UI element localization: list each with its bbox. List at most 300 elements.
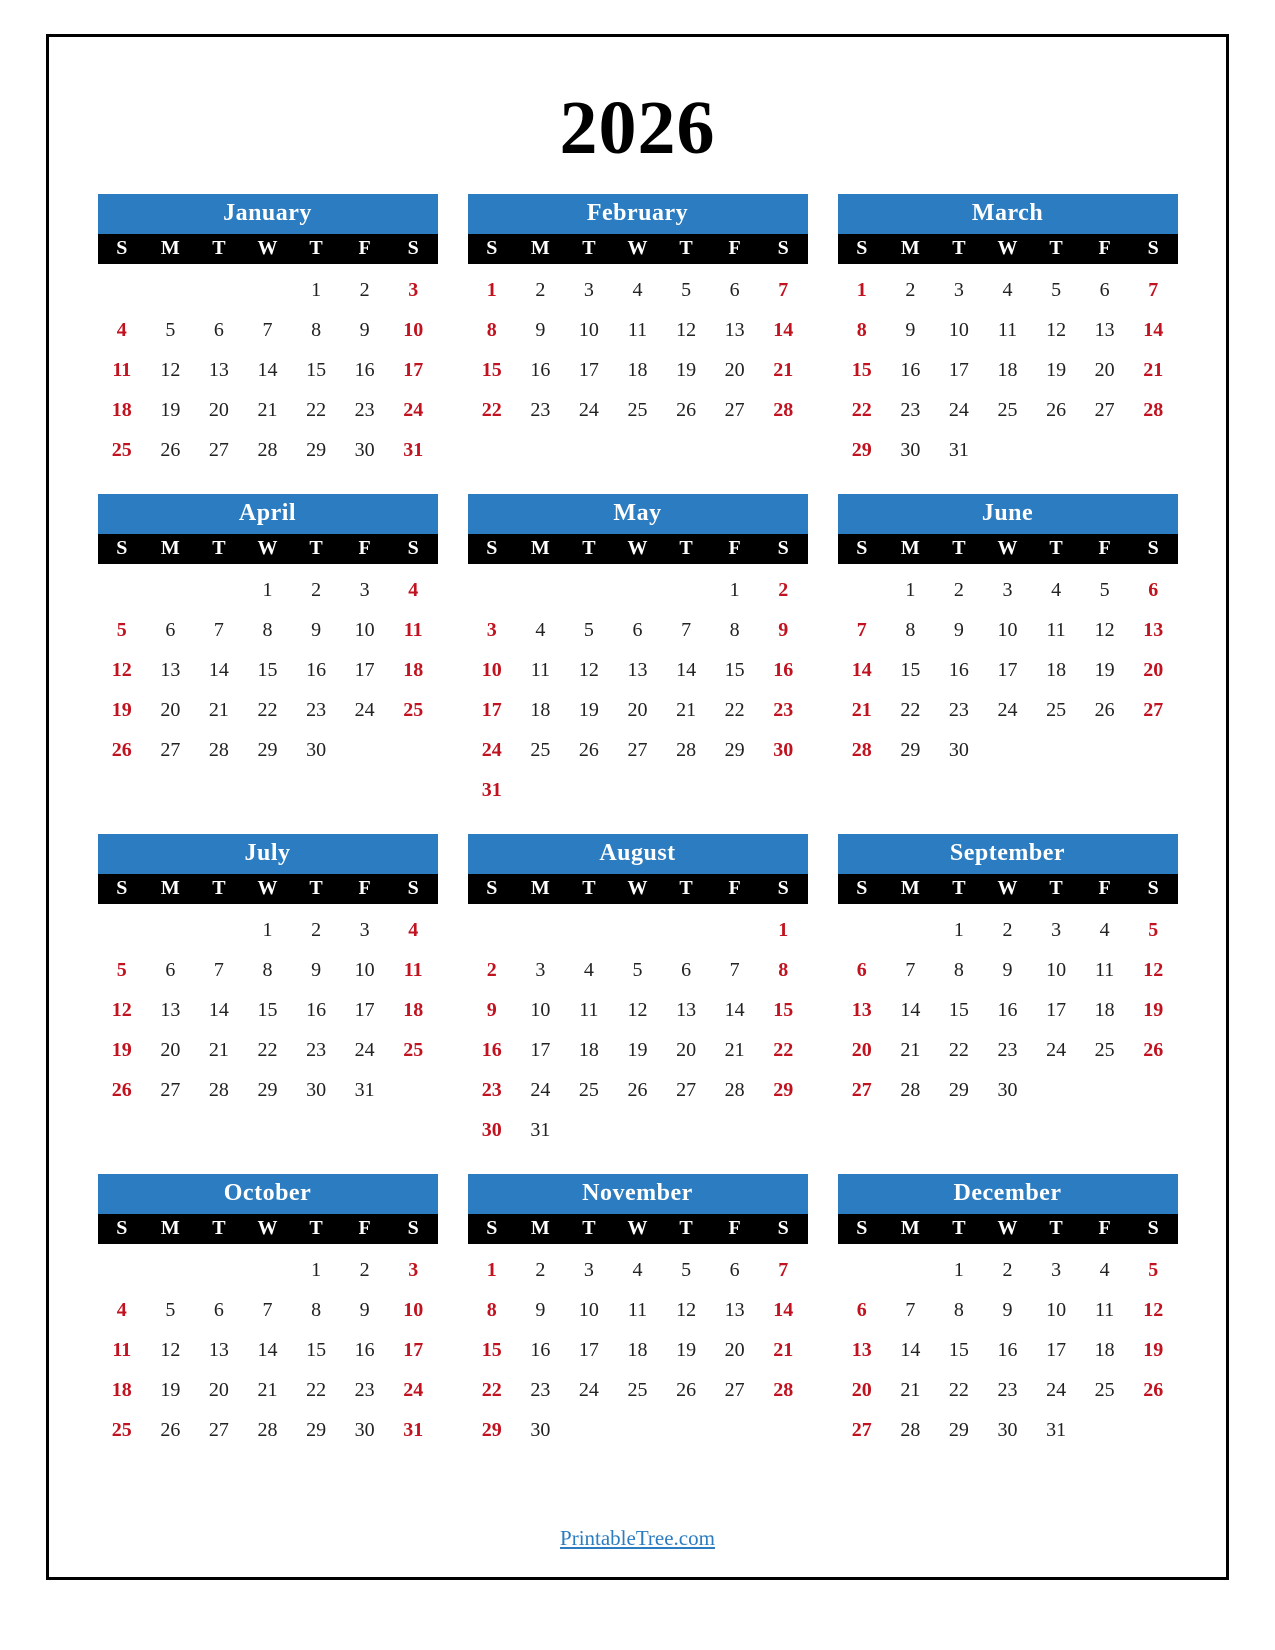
- month-name: May: [468, 494, 808, 534]
- day-cell: 27: [851, 1419, 872, 1441]
- day-cell: 20: [208, 399, 229, 421]
- day-cell: 22: [306, 399, 327, 421]
- weekday-header-cell: T: [679, 537, 693, 559]
- weekday-header-cell: M: [530, 1217, 550, 1239]
- day-cell: 8: [486, 1299, 497, 1321]
- day-cell: 9: [311, 619, 322, 641]
- day-cell: 3: [486, 619, 497, 641]
- day-cell: 14: [257, 359, 278, 381]
- weekday-header-row: [468, 234, 808, 264]
- day-cell: 17: [948, 359, 969, 381]
- day-cell: 7: [905, 1299, 916, 1321]
- day-cell: 1: [729, 579, 740, 601]
- day-cell: 17: [403, 359, 424, 381]
- weekday-header-cell: S: [407, 1217, 419, 1239]
- month-name: June: [838, 494, 1178, 534]
- weekday-header-cell: M: [160, 1217, 180, 1239]
- weekday-header-row: [838, 234, 1178, 264]
- day-cell: 29: [306, 439, 327, 461]
- days-grid: [98, 1244, 438, 1450]
- day-cell: 8: [311, 1299, 322, 1321]
- day-cell: 11: [112, 359, 132, 381]
- month-name: July: [98, 834, 438, 874]
- day-cell: 17: [354, 999, 375, 1021]
- day-cell: 19: [676, 1339, 697, 1361]
- weekday-header-cell: T: [952, 537, 966, 559]
- weekday-header-cell: W: [997, 537, 1018, 559]
- day-cell: 29: [481, 1419, 502, 1441]
- day-cell: 25: [111, 1419, 132, 1441]
- day-cell-empty: [613, 570, 662, 610]
- day-cell: 25: [578, 1079, 599, 1101]
- day-cell: 21: [257, 1379, 278, 1401]
- weekday-header-cell: S: [486, 537, 498, 559]
- weekday-header-cell: W: [257, 877, 278, 899]
- day-cell: 1: [953, 1259, 964, 1281]
- day-cell-empty: [98, 270, 147, 310]
- day-cell-empty: [838, 1250, 887, 1290]
- day-cell: 10: [354, 959, 375, 981]
- day-cell: 12: [1046, 319, 1067, 341]
- weekday-header-cell: F: [1098, 1217, 1111, 1239]
- day-cell: 7: [262, 1299, 273, 1321]
- day-cell: 7: [856, 619, 867, 641]
- day-cell-empty: [662, 570, 711, 610]
- weekday-header-cell: S: [486, 877, 498, 899]
- day-cell: 28: [851, 739, 872, 761]
- day-cell: 10: [578, 1299, 599, 1321]
- day-cell: 1: [486, 279, 497, 301]
- day-cell: 19: [160, 1379, 181, 1401]
- weekday-header-cell: T: [582, 877, 596, 899]
- day-cell: 30: [948, 739, 969, 761]
- day-cell: 21: [900, 1379, 921, 1401]
- day-cell: 13: [208, 1339, 229, 1361]
- weekday-header-row: [838, 1214, 1178, 1244]
- weekday-header-cell: T: [212, 877, 226, 899]
- day-cell: 6: [729, 1259, 740, 1281]
- day-cell: 7: [213, 619, 224, 641]
- day-cell: 12: [627, 999, 648, 1021]
- day-cell: 29: [724, 739, 745, 761]
- day-cell: 14: [900, 1339, 921, 1361]
- day-cell: 5: [165, 1299, 176, 1321]
- day-cell: 24: [948, 399, 969, 421]
- day-cell: 10: [481, 659, 502, 681]
- weekday-header-cell: F: [358, 537, 371, 559]
- weekday-header-cell: T: [679, 877, 693, 899]
- day-cell-empty: [195, 1250, 244, 1290]
- day-cell: 22: [851, 399, 872, 421]
- day-cell: 30: [354, 439, 375, 461]
- day-cell: 29: [306, 1419, 327, 1441]
- day-cell: 24: [530, 1079, 551, 1101]
- day-cell: 25: [1046, 699, 1067, 721]
- month-name: April: [98, 494, 438, 534]
- day-cell: 11: [1095, 1299, 1115, 1321]
- day-cell: 28: [900, 1079, 921, 1101]
- day-cell: 4: [632, 1259, 643, 1281]
- day-cell: 9: [953, 619, 964, 641]
- month-block: [468, 494, 808, 810]
- day-cell: 29: [257, 739, 278, 761]
- day-cell: 4: [1051, 579, 1062, 601]
- weekday-header-cell: M: [160, 537, 180, 559]
- weekday-header-cell: S: [116, 1217, 128, 1239]
- day-cell: 5: [681, 1259, 692, 1281]
- day-cell-empty: [146, 1250, 195, 1290]
- day-cell: 12: [676, 1299, 697, 1321]
- day-cell: 25: [627, 399, 648, 421]
- day-cell-empty: [243, 270, 292, 310]
- calendar-months-grid: [49, 194, 1226, 1474]
- days-grid: [468, 264, 808, 430]
- day-cell: 27: [724, 399, 745, 421]
- day-cell: 24: [997, 699, 1018, 721]
- day-cell: 22: [948, 1039, 969, 1061]
- day-cell: 20: [160, 1039, 181, 1061]
- weekday-header-cell: F: [728, 1217, 741, 1239]
- day-cell: 22: [724, 699, 745, 721]
- day-cell: 16: [997, 1339, 1018, 1361]
- day-cell: 22: [257, 699, 278, 721]
- day-cell: 17: [997, 659, 1018, 681]
- day-cell: 19: [1046, 359, 1067, 381]
- day-cell: 4: [408, 579, 419, 601]
- weekday-header-cell: T: [212, 237, 226, 259]
- day-cell: 24: [481, 739, 502, 761]
- weekday-header-cell: S: [1147, 537, 1159, 559]
- day-cell: 17: [1046, 999, 1067, 1021]
- day-cell: 13: [851, 999, 872, 1021]
- day-cell: 26: [160, 439, 181, 461]
- day-cell: 10: [997, 619, 1018, 641]
- day-cell-empty: [516, 570, 565, 610]
- day-cell: 24: [403, 1379, 424, 1401]
- day-cell: 2: [778, 579, 789, 601]
- day-cell: 11: [530, 659, 550, 681]
- day-cell: 30: [997, 1419, 1018, 1441]
- day-cell: 13: [208, 359, 229, 381]
- days-grid: [468, 1244, 808, 1450]
- day-cell: 10: [403, 1299, 424, 1321]
- weekday-header-cell: T: [952, 1217, 966, 1239]
- day-cell: 17: [354, 659, 375, 681]
- day-cell: 7: [262, 319, 273, 341]
- day-cell: 4: [116, 319, 127, 341]
- weekday-header-cell: S: [856, 877, 868, 899]
- day-cell: 14: [208, 999, 229, 1021]
- day-cell: 8: [778, 959, 789, 981]
- page-title: 2026: [559, 86, 716, 170]
- days-grid: [838, 904, 1178, 1110]
- day-cell-empty: [195, 270, 244, 310]
- day-cell: 26: [1143, 1039, 1164, 1061]
- month-block: [838, 494, 1178, 810]
- weekday-header-row: [98, 874, 438, 904]
- day-cell: 28: [773, 399, 794, 421]
- day-cell: 25: [1094, 1039, 1115, 1061]
- day-cell: 25: [530, 739, 551, 761]
- day-cell: 15: [306, 1339, 327, 1361]
- weekday-header-cell: T: [582, 537, 596, 559]
- month-block: [468, 834, 808, 1150]
- day-cell: 13: [724, 1299, 745, 1321]
- day-cell: 20: [676, 1039, 697, 1061]
- day-cell: 31: [354, 1079, 375, 1101]
- day-cell: 24: [403, 399, 424, 421]
- weekday-header-cell: S: [1147, 237, 1159, 259]
- day-cell: 29: [900, 739, 921, 761]
- day-cell: 20: [851, 1379, 872, 1401]
- day-cell: 17: [1046, 1339, 1067, 1361]
- day-cell-empty: [146, 570, 195, 610]
- day-cell: 27: [676, 1079, 697, 1101]
- day-cell: 3: [583, 279, 594, 301]
- day-cell: 8: [262, 959, 273, 981]
- weekday-header-cell: F: [1098, 237, 1111, 259]
- day-cell: 20: [724, 359, 745, 381]
- day-cell: 1: [486, 1259, 497, 1281]
- day-cell: 31: [530, 1119, 551, 1141]
- day-cell: 11: [112, 1339, 132, 1361]
- day-cell: 23: [481, 1079, 502, 1101]
- day-cell: 28: [257, 1419, 278, 1441]
- day-cell: 24: [578, 399, 599, 421]
- day-cell: 19: [160, 399, 181, 421]
- weekday-header-cell: S: [1147, 877, 1159, 899]
- month-block: [468, 194, 808, 470]
- day-cell: 1: [262, 919, 273, 941]
- day-cell: 16: [530, 359, 551, 381]
- weekday-header-cell: M: [530, 537, 550, 559]
- day-cell-empty: [98, 1250, 147, 1290]
- day-cell-empty: [146, 910, 195, 950]
- weekday-header-cell: S: [116, 537, 128, 559]
- day-cell: 3: [359, 579, 370, 601]
- weekday-header-cell: T: [309, 1217, 323, 1239]
- day-cell: 3: [1002, 579, 1013, 601]
- day-cell: 10: [1046, 1299, 1067, 1321]
- weekday-header-cell: W: [627, 1217, 648, 1239]
- day-cell: 1: [778, 919, 789, 941]
- day-cell: 27: [724, 1379, 745, 1401]
- day-cell-empty: [195, 910, 244, 950]
- day-cell: 9: [486, 999, 497, 1021]
- day-cell: 24: [578, 1379, 599, 1401]
- day-cell: 18: [111, 1379, 132, 1401]
- day-cell: 29: [948, 1419, 969, 1441]
- month-block: [98, 1174, 438, 1450]
- day-cell: 23: [997, 1039, 1018, 1061]
- day-cell: 14: [208, 659, 229, 681]
- day-cell: 5: [1099, 579, 1110, 601]
- day-cell-empty: [98, 910, 147, 950]
- day-cell: 16: [900, 359, 921, 381]
- day-cell: 13: [1094, 319, 1115, 341]
- day-cell: 23: [773, 699, 794, 721]
- day-cell: 26: [627, 1079, 648, 1101]
- day-cell: 5: [1051, 279, 1062, 301]
- day-cell: 12: [676, 319, 697, 341]
- day-cell: 22: [257, 1039, 278, 1061]
- day-cell-empty: [886, 910, 935, 950]
- day-cell: 21: [773, 359, 794, 381]
- day-cell: 22: [948, 1379, 969, 1401]
- weekday-header-cell: M: [530, 877, 550, 899]
- day-cell: 31: [1046, 1419, 1067, 1441]
- day-cell: 8: [262, 619, 273, 641]
- day-cell: 4: [535, 619, 546, 641]
- day-cell: 22: [481, 399, 502, 421]
- day-cell: 3: [953, 279, 964, 301]
- day-cell: 27: [1143, 699, 1164, 721]
- day-cell: 6: [856, 959, 867, 981]
- day-cell: 17: [578, 359, 599, 381]
- day-cell: 6: [213, 1299, 224, 1321]
- day-cell: 15: [257, 999, 278, 1021]
- day-cell: 5: [681, 279, 692, 301]
- weekday-header-cell: S: [486, 1217, 498, 1239]
- day-cell: 5: [116, 959, 127, 981]
- day-cell: 18: [530, 699, 551, 721]
- day-cell: 6: [856, 1299, 867, 1321]
- day-cell: 2: [311, 919, 322, 941]
- day-cell: 25: [1094, 1379, 1115, 1401]
- day-cell: 2: [311, 579, 322, 601]
- weekday-header-cell: F: [358, 1217, 371, 1239]
- day-cell: 4: [408, 919, 419, 941]
- day-cell: 15: [724, 659, 745, 681]
- day-cell: 28: [1143, 399, 1164, 421]
- day-cell: 28: [900, 1419, 921, 1441]
- weekday-header-cell: T: [309, 237, 323, 259]
- day-cell: 31: [403, 1419, 424, 1441]
- day-cell: 13: [851, 1339, 872, 1361]
- day-cell: 14: [900, 999, 921, 1021]
- day-cell: 25: [403, 699, 424, 721]
- weekday-header-cell: T: [1049, 237, 1063, 259]
- day-cell: 27: [627, 739, 648, 761]
- printabletree-link[interactable]: PrintableTree.com: [560, 1526, 715, 1550]
- day-cell: 27: [1094, 399, 1115, 421]
- day-cell: 11: [997, 319, 1018, 341]
- day-cell: 3: [535, 959, 546, 981]
- day-cell: 5: [116, 619, 127, 641]
- day-cell-empty: [98, 570, 147, 610]
- weekday-header-cell: T: [309, 537, 323, 559]
- weekday-header-cell: T: [952, 237, 966, 259]
- day-cell: 10: [354, 619, 375, 641]
- day-cell: 23: [900, 399, 921, 421]
- day-cell: 30: [354, 1419, 375, 1441]
- weekday-header-row: [98, 534, 438, 564]
- day-cell: 18: [627, 359, 648, 381]
- days-grid: [468, 564, 808, 810]
- day-cell: 16: [354, 1339, 375, 1361]
- weekday-header-row: [838, 534, 1178, 564]
- day-cell: 25: [997, 399, 1018, 421]
- day-cell: 3: [583, 1259, 594, 1281]
- day-cell: 28: [208, 1079, 229, 1101]
- day-cell-empty: [565, 910, 614, 950]
- day-cell: 12: [160, 359, 181, 381]
- day-cell: 6: [165, 959, 176, 981]
- weekday-header-cell: T: [679, 237, 693, 259]
- day-cell: 18: [1094, 1339, 1115, 1361]
- weekday-header-cell: T: [679, 1217, 693, 1239]
- day-cell: 14: [773, 319, 794, 341]
- weekday-header-cell: S: [116, 877, 128, 899]
- day-cell: 15: [948, 999, 969, 1021]
- weekday-header-cell: W: [257, 1217, 278, 1239]
- day-cell: 28: [773, 1379, 794, 1401]
- day-cell-empty: [662, 910, 711, 950]
- day-cell: 26: [1143, 1379, 1164, 1401]
- day-cell: 28: [676, 739, 697, 761]
- day-cell: 18: [403, 999, 424, 1021]
- weekday-header-cell: S: [777, 237, 789, 259]
- day-cell: 23: [997, 1379, 1018, 1401]
- day-cell: 19: [1094, 659, 1115, 681]
- day-cell: 23: [354, 399, 375, 421]
- weekday-header-cell: W: [257, 237, 278, 259]
- day-cell: 16: [773, 659, 794, 681]
- day-cell: 15: [773, 999, 794, 1021]
- day-cell: 6: [681, 959, 692, 981]
- day-cell-empty: [243, 1250, 292, 1290]
- day-cell: 21: [208, 699, 229, 721]
- day-cell: 22: [773, 1039, 794, 1061]
- day-cell: 18: [403, 659, 424, 681]
- day-cell: 12: [578, 659, 599, 681]
- day-cell: 26: [1046, 399, 1067, 421]
- day-cell: 8: [729, 619, 740, 641]
- day-cell: 8: [905, 619, 916, 641]
- day-cell: 27: [851, 1079, 872, 1101]
- day-cell: 2: [1002, 1259, 1013, 1281]
- day-cell: 20: [160, 699, 181, 721]
- day-cell: 27: [208, 439, 229, 461]
- day-cell: 29: [948, 1079, 969, 1101]
- day-cell: 2: [535, 1259, 546, 1281]
- day-cell: 13: [627, 659, 648, 681]
- weekday-header-row: [468, 534, 808, 564]
- day-cell: 15: [481, 359, 502, 381]
- weekday-header-cell: W: [257, 537, 278, 559]
- day-cell: 26: [160, 1419, 181, 1441]
- day-cell: 21: [851, 699, 872, 721]
- day-cell: 19: [1143, 1339, 1164, 1361]
- weekday-header-cell: S: [407, 877, 419, 899]
- weekday-header-cell: T: [309, 877, 323, 899]
- day-cell: 3: [359, 919, 370, 941]
- weekday-header-cell: W: [627, 877, 648, 899]
- day-cell: 18: [111, 399, 132, 421]
- month-name: October: [98, 1174, 438, 1214]
- month-block: [468, 1174, 808, 1450]
- day-cell: 9: [359, 1299, 370, 1321]
- day-cell: 30: [481, 1119, 502, 1141]
- day-cell-empty: [468, 910, 517, 950]
- day-cell: 29: [773, 1079, 794, 1101]
- day-cell: 23: [306, 699, 327, 721]
- day-cell: 21: [900, 1039, 921, 1061]
- weekday-header-cell: T: [1049, 1217, 1063, 1239]
- weekday-header-cell: F: [358, 237, 371, 259]
- day-cell: 6: [1099, 279, 1110, 301]
- day-cell: 19: [111, 699, 132, 721]
